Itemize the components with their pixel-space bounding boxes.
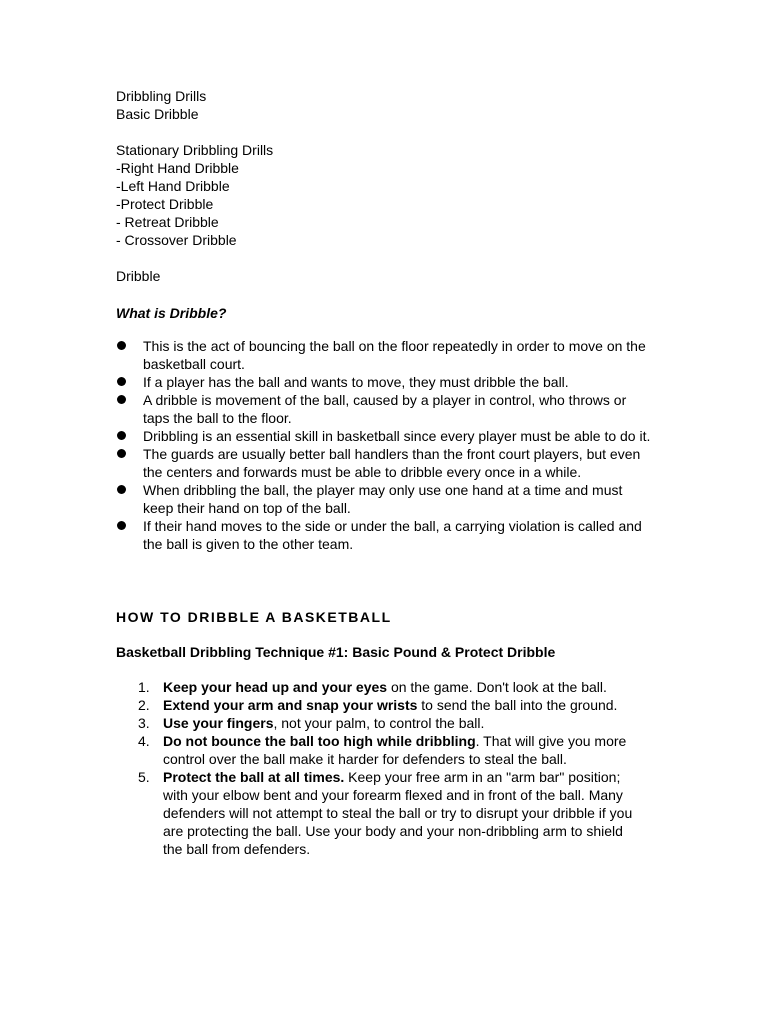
step-emphasis: Extend your arm and snap your wrists [163, 697, 418, 713]
bullet-dot-icon [117, 341, 126, 350]
step-emphasis: Protect the ball at all times. [163, 769, 345, 785]
bullet-text: A dribble is movement of the ball, caused by a player in control, who throws or taps the ball to the floor. [143, 392, 627, 426]
step-item [116, 678, 646, 696]
bullet-item [116, 337, 656, 373]
step-item [116, 714, 646, 732]
document-title: Dribbling Drills [116, 88, 207, 104]
step-item [116, 768, 646, 858]
dribble-label: Dribble [116, 268, 161, 284]
bullet-dot-icon [117, 395, 126, 404]
step-item [116, 732, 646, 768]
step-text: . That will give you more control over the ball make it harder for defenders to steal the ball. [163, 733, 627, 767]
bullet-item [116, 445, 656, 481]
step-number: 4. [138, 733, 150, 749]
step-text: , not your palm, to control the ball. [273, 715, 485, 731]
step-number: 1. [138, 679, 150, 695]
technique-heading: Basketball Dribbling Technique #1: Basic Pound & Protect Dribble [116, 644, 556, 660]
step-number: 3. [138, 715, 150, 731]
bullet-item [116, 481, 656, 517]
step-emphasis: Keep your head up and your eyes [163, 679, 388, 695]
bullet-item [116, 391, 656, 427]
stationary-item: - Crossover Dribble [116, 232, 237, 248]
step-item [116, 696, 646, 714]
bullet-dot-icon [117, 449, 126, 458]
step-text: to send the ball into the ground. [417, 697, 618, 713]
stationary-item: -Left Hand Dribble [116, 178, 230, 194]
what-is-heading: What is Dribble? [116, 305, 227, 321]
technique-step-list [116, 678, 646, 858]
step-number: 5. [138, 769, 150, 785]
document-subtitle: Basic Dribble [116, 106, 199, 122]
bullet-text: If their hand moves to the side or under the ball, a carrying violation is called and the ball is given to the other team. [143, 518, 642, 552]
bullet-text: This is the act of bouncing the ball on the floor repeatedly in order to move on the basketball court. [143, 338, 646, 372]
bullet-text: If a player has the ball and wants to move, they must dribble the ball. [143, 374, 569, 390]
bullet-dot-icon [117, 485, 126, 494]
bullet-item [116, 373, 656, 391]
stationary-item: - Retreat Dribble [116, 214, 219, 230]
step-emphasis: Do not bounce the ball too high while dribbling [163, 733, 476, 749]
bullet-item [116, 517, 656, 553]
stationary-item: -Right Hand Dribble [116, 160, 239, 176]
bullet-text: Dribbling is an essential skill in basketball since every player must be able to do it. [143, 428, 651, 444]
step-number: 2. [138, 697, 150, 713]
step-text: Keep your free arm in an "arm bar" position; with your elbow bent and your forearm flexed and in front of the ball. Many defenders will not attempt to steal the ball or try to disrupt your dribble if you are protecting the ball. Use your body and your non-dribbling arm to shield the ball from defenders. [163, 769, 633, 857]
stationary-item: -Protect Dribble [116, 196, 214, 212]
stationary-heading: Stationary Dribbling Drills [116, 142, 274, 158]
bullet-text: The guards are usually better ball handlers than the front court players, but even the centers and forwards must be able to dribble every once in a while. [143, 446, 641, 480]
bullet-dot-icon [117, 377, 126, 386]
definition-bullet-list [116, 337, 656, 553]
step-emphasis: Use your fingers [163, 715, 274, 731]
how-to-heading: HOW TO DRIBBLE A BASKETBALL [116, 609, 392, 625]
bullet-item [116, 427, 656, 445]
bullet-dot-icon [117, 431, 126, 440]
step-text: on the game. Don't look at the ball. [387, 679, 607, 695]
bullet-text: When dribbling the ball, the player may only use one hand at a time and must keep their hand on top of the ball. [143, 482, 623, 516]
bullet-dot-icon [117, 521, 126, 530]
